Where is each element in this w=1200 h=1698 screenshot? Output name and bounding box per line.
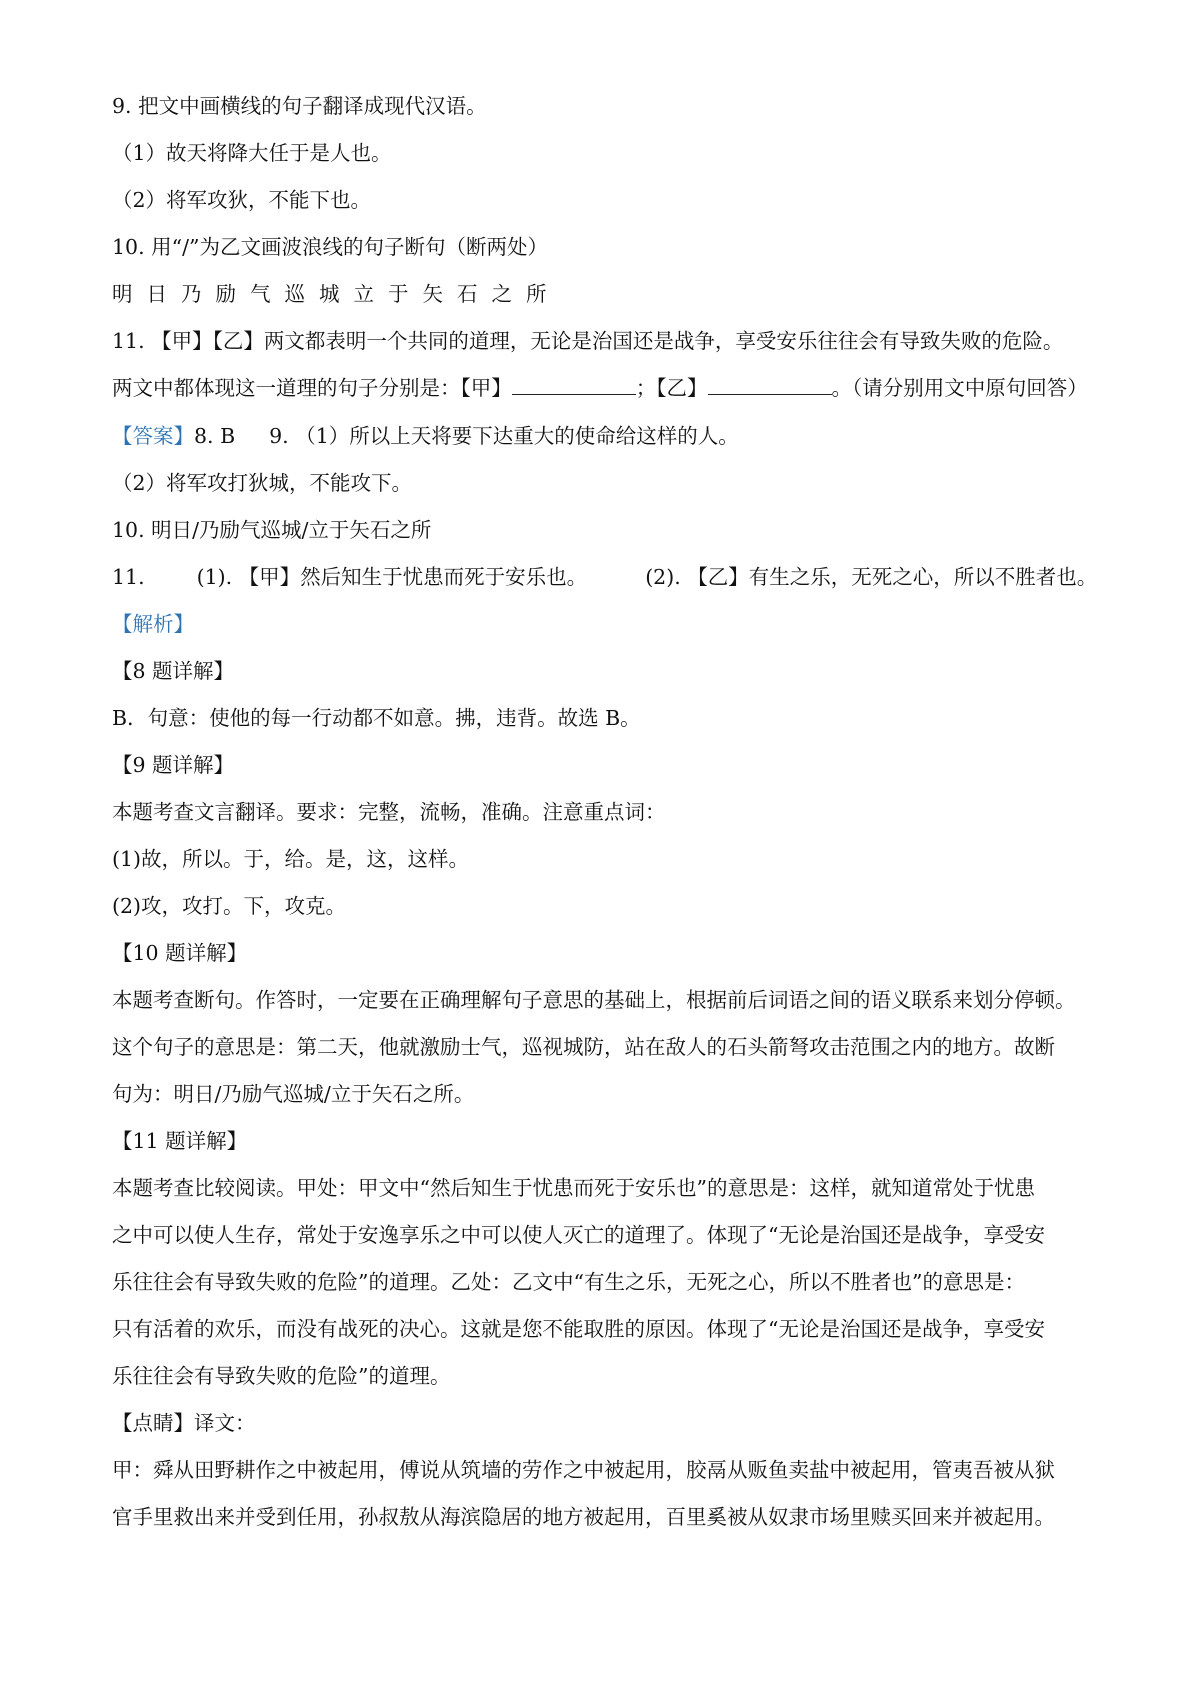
- answer-11: [112, 563, 1102, 591]
- q11-prompt-b: ；【乙】: [635, 376, 708, 400]
- answer-blank-yi[interactable]: [708, 374, 832, 395]
- q11-prompt-c: 。（请分别用文中原句回答）: [831, 376, 1088, 400]
- paragraph-q8: B．句意：使他的每一行动都不如意。拂，违背。故选 B。: [112, 706, 641, 730]
- q10-title: 10. 用“/”为乙文画波浪线的句子断句（断两处）: [112, 235, 548, 259]
- heading-q8-detail: 【8 题详解】: [112, 659, 235, 683]
- q9-sentence-2: （2）将军攻狄，不能下也。: [112, 188, 372, 212]
- answer-11-part-1: (1). 【甲】然后知生于忧患而死于安乐也。: [196, 565, 588, 589]
- paragraph-q9-3: (2)攻，攻打。下，攻克。: [112, 894, 347, 918]
- paragraph-q11-5: 乐往往会有导致失败的危险”的道理。: [112, 1364, 451, 1388]
- heading-q11-detail: 【11 题详解】: [112, 1129, 248, 1153]
- answer-9-1: 9. （1）所以上天将要下达重大的使命给这样的人。: [269, 424, 739, 448]
- paragraph-q10-2: 这个句子的意思是：第二天，他就激励士气，巡视城防，站在敌人的石头箭弩攻击范围之内的地方。故断: [112, 1035, 1055, 1059]
- paragraph-q10-3: 句为：明日/乃励气巡城/立于矢石之所。: [112, 1082, 475, 1106]
- answer-8: 8. B: [194, 424, 236, 448]
- answer-11-number: 11.: [112, 565, 145, 589]
- paragraph-translation-2: 官手里救出来并受到任用，孙叔敖从海滨隐居的地方被起用，百里奚被从奴隶市场里赎买回来并被起用。: [112, 1505, 1055, 1529]
- paragraph-q11-2: 之中可以使人生存，常处于安逸享乐之中可以使人灭亡的道理了。体现了“无论是治国还是战争，享受安: [112, 1223, 1045, 1247]
- heading-q9-detail: 【9 题详解】: [112, 753, 235, 777]
- paragraph-q11-4: 只有活着的欢乐，而没有战死的决心。这就是您不能取胜的原因。体现了“无论是治国还是战争，享受安: [112, 1317, 1045, 1341]
- answer-label: 【答案】: [112, 424, 194, 448]
- q11-title: 11. 【甲】【乙】两文都表明一个共同的道理，无论是治国还是战争，享受安乐往往会有导致失败的危险。: [112, 329, 1064, 353]
- heading-q10-detail: 【10 题详解】: [112, 941, 248, 965]
- heading-dianjing: 【点睛】译文：: [112, 1411, 256, 1435]
- paragraph-q10-1: 本题考查断句。作答时，一定要在正确理解句子意思的基础上，根据前后词语之间的语义联系来划分停顿。: [112, 988, 1076, 1012]
- q11-prompt-a: 两文中都体现这一道理的句子分别是：【甲】: [112, 376, 512, 400]
- paragraph-q9-1: 本题考查文言翻译。要求：完整，流畅，准确。注意重点词：: [112, 800, 666, 824]
- q9-title: 9. 把文中画横线的句子翻译成现代汉语。: [112, 94, 487, 118]
- q10-sentence: 明日乃励气巡城立于矢石之所: [112, 282, 561, 306]
- answer-blank-jia[interactable]: [512, 374, 636, 395]
- paragraph-translation-1: 甲：舜从田野耕作之中被起用，傅说从筑墙的劳作之中被起用，胶鬲从贩鱼卖盐中被起用，管夷吾被从狱: [112, 1458, 1055, 1482]
- answer-9-2: （2）将军攻打狄城，不能攻下。: [112, 471, 413, 495]
- analysis-label: 【解析】: [112, 612, 194, 636]
- q11-prompt: [112, 374, 1102, 402]
- answer-line-1: [112, 422, 1102, 450]
- answer-11-part-2: (2). 【乙】有生之乐，无死之心，所以不胜者也。: [645, 565, 1098, 589]
- paragraph-q11-3: 乐往往会有导致失败的危险”的道理。乙处：乙文中“有生之乐，无死之心，所以不胜者也”的意思是：: [112, 1270, 1025, 1294]
- q9-sentence-1: （1）故天将降大任于是人也。: [112, 141, 392, 165]
- paragraph-q9-2: (1)故，所以。于，给。是，这，这样。: [112, 847, 470, 871]
- answer-10: 10. 明日/乃励气巡城/立于矢石之所: [112, 518, 432, 542]
- paragraph-q11-1: 本题考查比较阅读。甲处：甲文中“然后知生于忧患而死于安乐也”的意思是：这样，就知道常处于忧患: [112, 1176, 1035, 1200]
